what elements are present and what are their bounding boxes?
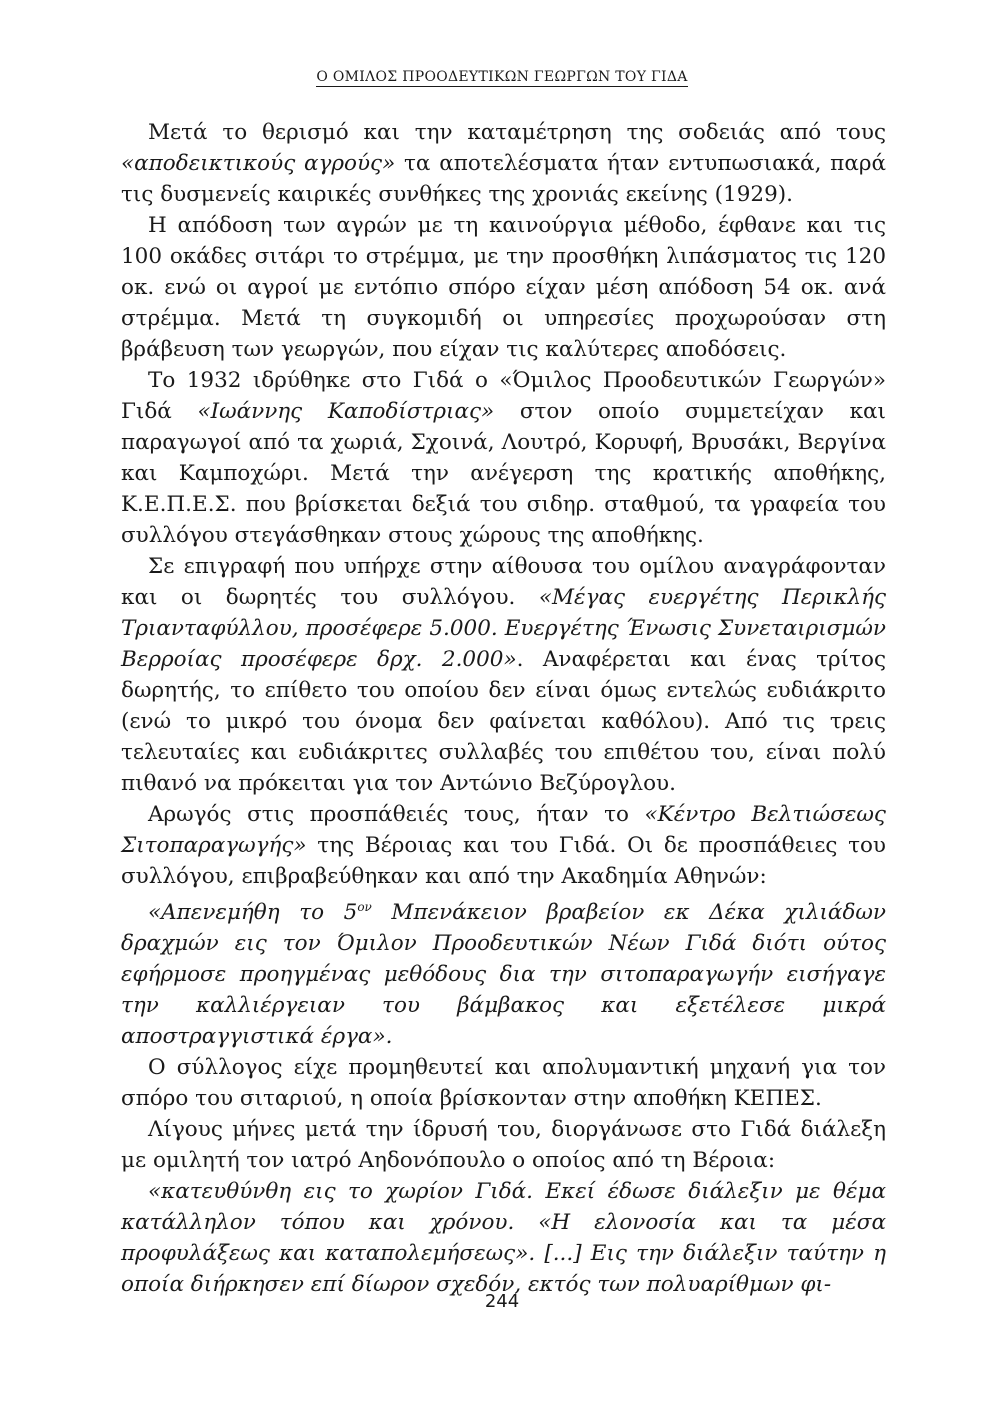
body-text (121, 117, 886, 1300)
paragraph-3-quote: «Ιωάννης Καποδίστριας» (197, 399, 495, 424)
paragraph-4-text-c: . Αναφέρεται και ένας τρίτος δωρητής, το επίθετο του οποίου δεν είναι όμως εντελώς ευδιάκριτο (ενώ το μικρό του όνομα δεν φαίνεται καθόλου). Από τις τρεις τελευταίες και ευδιάκριτες συλλαβές του επιθέτου του, είναι πολύ πιθανό να πρόκειται για τον Αντώνιο Βεζύρογλου. (121, 647, 886, 796)
paragraph-1-text-c: τα αποτελέσματα ήταν εντυπωσιακά, παρά τις δυσμενείς καιρικές συνθήκες της χρονιάς εκείνης (1929). (121, 151, 886, 207)
paragraph-6-text-a: «Απενεμήθη το 5 (148, 900, 358, 926)
paragraph-5-quote: «Κέντρο Βελτιώσεως Σιτοπαραγωγής» (121, 802, 886, 858)
paragraph-4-text-a: Σε επιγραφή που υπήρχε στην αίθουσα του ομίλου αναγράφονταν και οι δωρητές του συλλόγου. (121, 554, 886, 610)
paragraph-1 (121, 117, 886, 210)
paragraph-4 (121, 551, 886, 799)
running-title-text: Ο ΟΜΙΛΟΣ ΠΡΟΟΔΕΥΤΙΚΩΝ ΓΕΩΡΓΩΝ ΤΟΥ ΓΙΔΑ (316, 69, 688, 85)
paragraph-6-text-b: Μπενάκειον βραβείον εκ Δέκα χιλιάδων δραχμών εις τον Όμιλον Προοδευτικών Νέων Γιδά διότι ούτος εφήρμοσε προηγμένας μεθόδους δια την σιτοπαραγωγήν εισήγαγε την καλλιέργειαν του βάμβακος και εξετέλεσε μικρά αποστραγγιστικά έργα». (121, 900, 886, 1050)
paragraph-6-quote (121, 892, 886, 1052)
page-number: 244 (484, 1291, 520, 1312)
paragraph-8: Λίγους μήνες μετά την ίδρυσή του, διοργάνωσε στο Γιδά διάλεξη με ομιλητή τον ιατρό Αηδονόπουλο ο οποίος από τη Βέροια: (121, 1117, 886, 1174)
paragraph-9-quote: «κατευθύνθη εις το χωρίον Γιδά. Εκεί έδωσε διάλεξιν με θέμα κατάλληλον τόπου και χρόνου. «Η ελονοσία και τα μέσα προφυλάξεως και καταπολεμήσεως». [...] Εις την διάλεξιν ταύτην η οποία διήρκησεν επί δίωρον σχεδόν, εκτός των πολυαρίθμων φι- (121, 1179, 886, 1298)
paragraph-5 (121, 799, 886, 892)
paragraph-3-text-c: στον οποίο συμμετείχαν και παραγωγοί από τα χωριά, Σχοινά, Λουτρό, Κορυφή, Βρυσάκι, Βεργίνα και Καμποχώρι. Μετά την ανέγερση της κρατικής αποθήκης, Κ.Ε.Π.Ε.Σ. που βρίσκεται δεξιά του σιδηρ. σταθμού, τα γραφεία του συλλόγου στεγάσθηκαν στους χώρους της αποθήκης. (121, 399, 886, 548)
paragraph-6-superscript: ον (357, 900, 372, 914)
paragraph-4-quote: «Μέγας ευεργέτης Περικλής Τριανταφύλλου, προσέφερε 5.000. Ευεργέτης Ένωσις Συνεταιρισμών Βερροίας προσέφερε δρχ. 2.000» (121, 585, 886, 672)
paragraph-5-text-a: Αρωγός στις προσπάθειές τους, ήταν το (148, 802, 645, 827)
paragraph-7: Ο σύλλογος είχε προμηθευτεί και απολυμαντική μηχανή για τον σπόρο του σιταριού, η οποία βρίσκονταν στην αποθήκη ΚΕΠΕΣ. (121, 1055, 886, 1112)
paragraph-3 (121, 365, 886, 551)
paragraph-1-text-a: Μετά το θερισμό και την καταμέτρηση της σοδειάς από τους (148, 120, 886, 145)
paragraph-2: Η απόδοση των αγρών με τη καινούργια μέθοδο, έφθανε και τις 100 οκάδες σιτάρι το στρέμμα, με την προσθήκη λιπάσματος τις 120 οκ. ενώ οι αγροί με εντόπιο σπόρο είχαν μέση απόδοση 54 οκ. ανά στρέμμα. Μετά τη συγκομιδή οι υπηρεσίες προχωρούσαν στη βράβευση των γεωργών, που είχαν τις καλύτερες αποδόσεις. (121, 213, 886, 362)
running-title (0, 69, 1004, 85)
paragraph-3-text-a: Το 1932 ιδρύθηκε στο Γιδά ο «Όμιλος Προοδευτικών Γεωργών» Γιδά (121, 368, 886, 424)
paragraph-5-text-c: της Βέροιας και του Γιδά. Οι δε προσπάθειες του συλλόγου, επιβραβεύθηκαν και από την Ακαδημία Αθηνών: (121, 833, 886, 889)
paragraph-1-quote: «αποδεικτικούς αγρούς» (121, 151, 396, 176)
